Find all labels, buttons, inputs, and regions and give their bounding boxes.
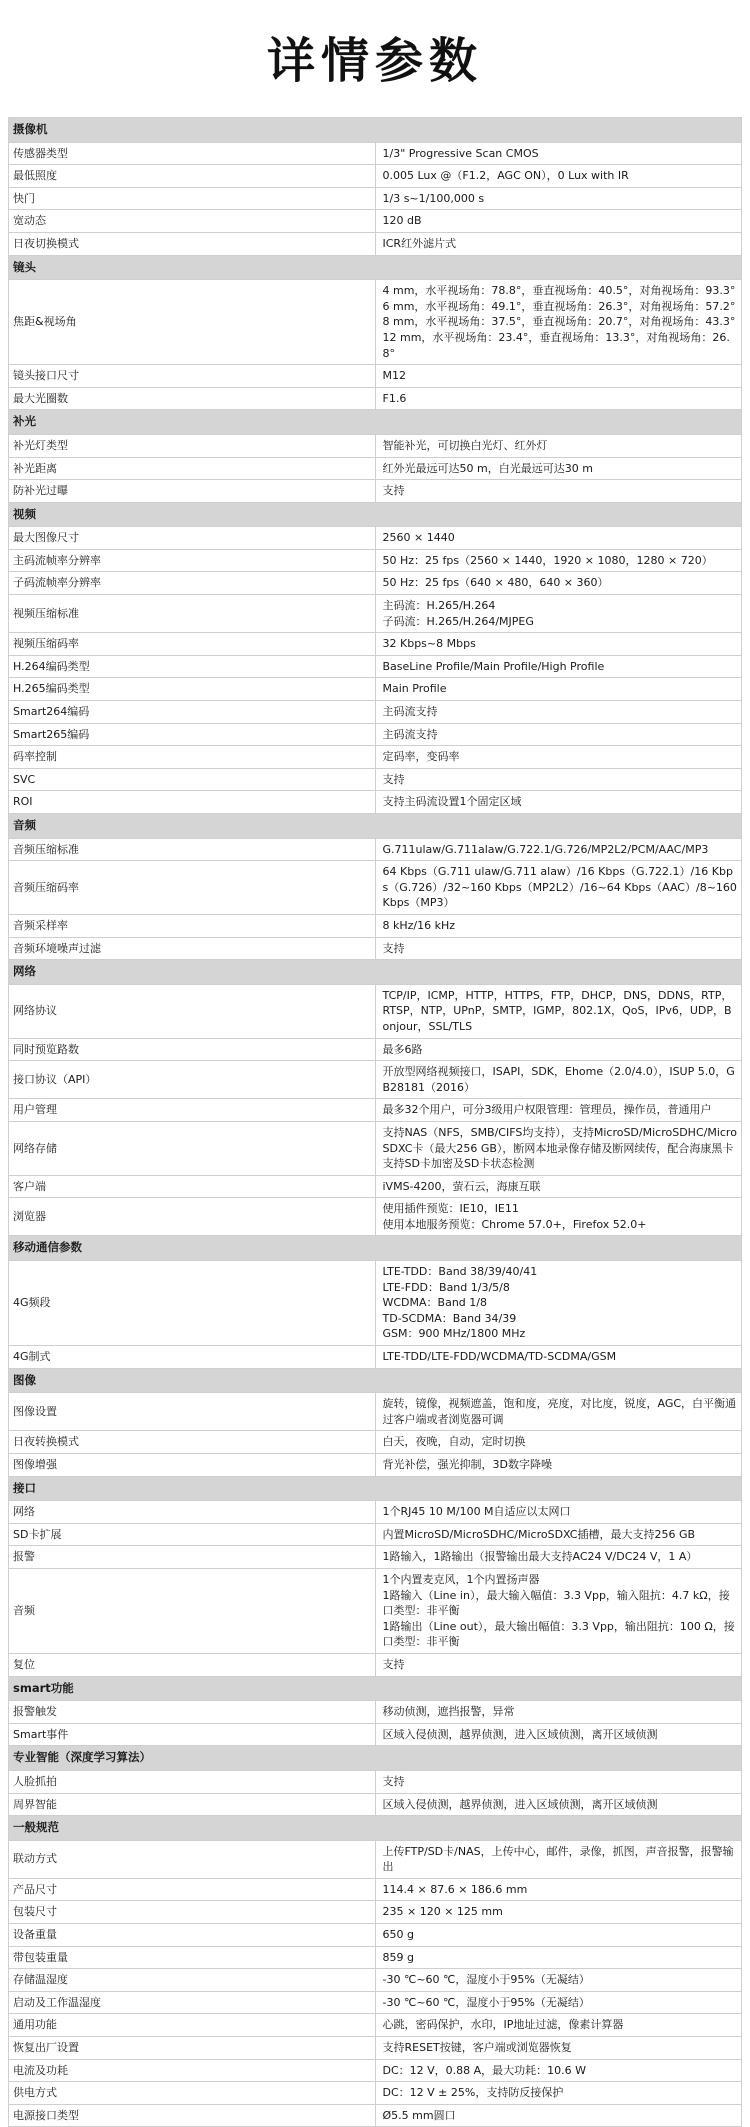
spec-value-line: 区域入侵侦测，越界侦测，进入区域侦测，离开区域侦测 xyxy=(382,1727,658,1741)
spec-value xyxy=(375,1901,742,1924)
spec-value xyxy=(375,914,742,937)
spec-value xyxy=(375,1061,742,1099)
spec-label: 日夜转换模式 xyxy=(9,1431,376,1454)
spec-sheet xyxy=(8,117,742,2127)
spec-row xyxy=(9,527,742,550)
spec-value xyxy=(375,1924,742,1947)
spec-value xyxy=(375,165,742,188)
spec-value xyxy=(375,937,742,960)
spec-label: 图像增强 xyxy=(9,1454,376,1477)
spec-row xyxy=(9,633,742,656)
spec-value-line: 主码流：H.265/H.264 xyxy=(382,599,496,613)
spec-row xyxy=(9,1924,742,1947)
spec-value-line: M12 xyxy=(382,369,406,383)
spec-label: 最大图像尺寸 xyxy=(9,527,376,550)
spec-value-line: 主码流支持 xyxy=(382,705,438,719)
spec-value-line: 移动侦测，遮挡报警，异常 xyxy=(382,1705,515,1719)
spec-value xyxy=(375,678,742,701)
spec-value xyxy=(375,1501,742,1524)
spec-label: 人脸抓拍 xyxy=(9,1770,376,1793)
spec-label: 视频压缩标准 xyxy=(9,595,376,633)
spec-value-line: LTE-TDD：Band 38/39/40/41 xyxy=(382,1265,538,1279)
spec-value xyxy=(375,527,742,550)
spec-value xyxy=(375,187,742,210)
spec-row xyxy=(9,1346,742,1369)
spec-label: 最大光圈数 xyxy=(9,387,376,410)
spec-row xyxy=(9,1946,742,1969)
spec-label: 补光灯类型 xyxy=(9,434,376,457)
spec-label: 存储温湿度 xyxy=(9,1969,376,1992)
spec-value-line: 50 Hz：25 fps（2560 × 1440，1920 × 1080，1280 × 720） xyxy=(382,553,713,567)
section-header xyxy=(9,410,742,435)
spec-value-line: 支持 xyxy=(382,941,405,955)
spec-value-line: 8 mm，水平视场角：37.5°，垂直视场角：20.7°，对角视场角：43.3° xyxy=(382,315,736,329)
spec-label: 音频 xyxy=(9,1568,376,1653)
spec-label: 日夜切换模式 xyxy=(9,232,376,255)
section-title: 专业智能（深度学习算法） xyxy=(9,1746,742,1771)
spec-row xyxy=(9,1770,742,1793)
spec-label: Smart265编码 xyxy=(9,723,376,746)
spec-value-line: 最多6路 xyxy=(382,1042,423,1056)
spec-value-line: 1路输入，1路输出（报警输出最大支持AC24 V/DC24 V，1 A） xyxy=(382,1550,698,1564)
spec-label: 主码流帧率分辨率 xyxy=(9,549,376,572)
spec-value xyxy=(375,387,742,410)
spec-row xyxy=(9,365,742,388)
section-header xyxy=(9,118,742,143)
spec-value-line: G.711ulaw/G.711alaw/G.722.1/G.726/MP2L2/PCM/AAC/MP3 xyxy=(382,842,709,856)
spec-value-line: iVMS-4200，萤石云，海康互联 xyxy=(382,1179,541,1193)
spec-row xyxy=(9,165,742,188)
spec-value xyxy=(375,1701,742,1724)
spec-row xyxy=(9,768,742,791)
spec-row xyxy=(9,1454,742,1477)
spec-label: 补光距离 xyxy=(9,457,376,480)
spec-value-line: 智能补光，可切换白光灯、红外灯 xyxy=(382,438,548,452)
spec-label: 子码流帧率分辨率 xyxy=(9,572,376,595)
spec-value-line: TD-SCDMA：Band 34/39 xyxy=(382,1311,517,1325)
spec-value xyxy=(375,1793,742,1816)
spec-value-line: 子码流：H.265/H.264/MJPEG xyxy=(382,614,534,628)
spec-value-line: 50 Hz：25 fps（640 × 480，640 × 360） xyxy=(382,576,609,590)
spec-label: 网络存储 xyxy=(9,1121,376,1175)
section-title: 网络 xyxy=(9,960,742,985)
spec-label: 包装尺寸 xyxy=(9,1901,376,1924)
spec-value xyxy=(375,1770,742,1793)
spec-label: 启动及工作温湿度 xyxy=(9,1991,376,2014)
spec-row xyxy=(9,655,742,678)
spec-row xyxy=(9,1121,742,1175)
spec-value-line: 最多32个用户，可分3级用户权限管理：管理员，操作员，普通用户 xyxy=(382,1103,712,1117)
spec-value-line: Ø5.5 mm圆口 xyxy=(382,2108,456,2122)
spec-row xyxy=(9,142,742,165)
spec-value-line: 定码率，变码率 xyxy=(382,750,460,764)
spec-row xyxy=(9,984,742,1038)
spec-label: 防补光过曝 xyxy=(9,480,376,503)
section-title: 补光 xyxy=(9,410,742,435)
spec-value xyxy=(375,1523,742,1546)
spec-value xyxy=(375,2037,742,2060)
spec-value xyxy=(375,2014,742,2037)
spec-label: 带包装重量 xyxy=(9,1946,376,1969)
spec-label: 复位 xyxy=(9,1653,376,1676)
spec-value-line: 使用插件预览：IE10，IE11 xyxy=(382,1202,519,1216)
spec-value-line: DC：12 V ± 25%，支持防反接保护 xyxy=(382,2086,564,2100)
spec-row xyxy=(9,838,742,861)
spec-label: 同时预览路数 xyxy=(9,1038,376,1061)
section-header xyxy=(9,814,742,839)
spec-value xyxy=(375,2104,742,2127)
spec-value-line: LTE-TDD/LTE-FDD/WCDMA/TD-SCDMA/GSM xyxy=(382,1350,617,1364)
spec-row xyxy=(9,701,742,724)
spec-value xyxy=(375,210,742,233)
spec-value-line: WCDMA：Band 1/8 xyxy=(382,1296,487,1310)
spec-value-line: 6 mm，水平视场角：49.1°，垂直视场角：26.3°，对角视场角：57.2° xyxy=(382,299,736,313)
spec-row xyxy=(9,434,742,457)
spec-value-line: 使用本地服务预览：Chrome 57.0+，Firefox 52.0+ xyxy=(382,1217,647,1231)
spec-value-line: F1.6 xyxy=(382,391,407,405)
spec-value-line: 8 kHz/16 kHz xyxy=(382,918,456,932)
spec-value-line: 主码流支持 xyxy=(382,727,438,741)
spec-row xyxy=(9,1793,742,1816)
spec-label: 浏览器 xyxy=(9,1198,376,1236)
spec-row xyxy=(9,595,742,633)
spec-value xyxy=(375,1946,742,1969)
section-title: 音频 xyxy=(9,814,742,839)
spec-value-line: 心跳，密码保护，水印，IP地址过滤，像素计算器 xyxy=(382,2018,624,2032)
spec-value xyxy=(375,572,742,595)
spec-row xyxy=(9,2037,742,2060)
spec-value-line: 支持NAS（NFS，SMB/CIFS均支持），支持MicroSD/MicroSDHC/MicroSDXC卡（最大256 GB），断网本地录像存储及断网续传，配合海康黑卡支持SD卡加密及SD卡状态检测 xyxy=(382,1125,737,1171)
spec-value-line: 64 Kbps（G.711 ulaw/G.711 alaw）/16 Kbps（G.722.1）/16 Kbps（G.726）/32~160 Kbps（MP2L2）/16~64 Kbps（AAC）/8~160 Kbps（MP3） xyxy=(382,865,737,910)
spec-row xyxy=(9,280,742,365)
spec-row xyxy=(9,549,742,572)
spec-row xyxy=(9,1198,742,1236)
spec-value-line: 旋转，镜像，视频遮盖，饱和度，亮度，对比度，锐度，AGC，白平衡通过客户端或者浏览器可调 xyxy=(382,1397,737,1426)
spec-value-line: 白天，夜晚，自动，定时切换 xyxy=(382,1435,526,1449)
spec-row xyxy=(9,1261,742,1346)
spec-row xyxy=(9,678,742,701)
spec-value xyxy=(375,434,742,457)
spec-value xyxy=(375,1175,742,1198)
spec-row xyxy=(9,723,742,746)
spec-label: 通用功能 xyxy=(9,2014,376,2037)
spec-row xyxy=(9,1393,742,1431)
spec-value-line: LTE-FDD：Band 1/3/5/8 xyxy=(382,1280,510,1294)
spec-label: Smart264编码 xyxy=(9,701,376,724)
spec-label: 接口协议（API） xyxy=(9,1061,376,1099)
section-header xyxy=(9,1476,742,1501)
spec-row xyxy=(9,187,742,210)
spec-value-line: 1个RJ45 10 M/100 M自适应以太网口 xyxy=(382,1505,571,1519)
spec-row xyxy=(9,2059,742,2082)
spec-row xyxy=(9,232,742,255)
spec-row xyxy=(9,1175,742,1198)
section-title: smart功能 xyxy=(9,1676,742,1701)
spec-value-line: 114.4 × 87.6 × 186.6 mm xyxy=(382,1882,528,1896)
spec-row xyxy=(9,1568,742,1653)
spec-label: 焦距&视场角 xyxy=(9,280,376,365)
spec-value xyxy=(375,1878,742,1901)
section-header xyxy=(9,1816,742,1841)
spec-value xyxy=(375,232,742,255)
spec-label: 用户管理 xyxy=(9,1099,376,1122)
spec-value xyxy=(375,2059,742,2082)
spec-value-line: 支持 xyxy=(382,1774,405,1788)
spec-value xyxy=(375,142,742,165)
spec-value-line: 支持主码流设置1个固定区域 xyxy=(382,795,522,809)
spec-value-line: 背光补偿，强光抑制，3D数字降噪 xyxy=(382,1458,552,1471)
section-header xyxy=(9,1236,742,1261)
spec-row xyxy=(9,572,742,595)
spec-label: 电源接口类型 xyxy=(9,2104,376,2127)
spec-label: 设备重量 xyxy=(9,1924,376,1947)
spec-table xyxy=(8,117,742,2127)
spec-value xyxy=(375,365,742,388)
spec-value xyxy=(375,1261,742,1346)
spec-value xyxy=(375,1038,742,1061)
spec-label: 镜头接口尺寸 xyxy=(9,365,376,388)
spec-row xyxy=(9,1501,742,1524)
spec-row xyxy=(9,1546,742,1569)
spec-label: SD卡扩展 xyxy=(9,1523,376,1546)
section-title: 移动通信参数 xyxy=(9,1236,742,1261)
spec-value xyxy=(375,1568,742,1653)
spec-row xyxy=(9,1099,742,1122)
spec-value-line: BaseLine Profile/Main Profile/High Profile xyxy=(382,659,605,673)
spec-value xyxy=(375,1723,742,1746)
spec-label: 音频压缩码率 xyxy=(9,861,376,915)
spec-value xyxy=(375,480,742,503)
spec-value-line: DC：12 V，0.88 A，最大功耗：10.6 W xyxy=(382,2063,587,2077)
spec-value xyxy=(375,1393,742,1431)
spec-value xyxy=(375,2082,742,2105)
spec-value-line: 区域入侵侦测，越界侦测，进入区域侦测，离开区域侦测 xyxy=(382,1797,658,1811)
spec-value-line: ICR红外滤片式 xyxy=(382,236,457,250)
spec-value xyxy=(375,595,742,633)
spec-value xyxy=(375,838,742,861)
spec-row xyxy=(9,210,742,233)
spec-value-line: 1个内置麦克风，1个内置扬声器 xyxy=(382,1572,540,1586)
spec-label: 报警 xyxy=(9,1546,376,1569)
spec-label: 4G制式 xyxy=(9,1346,376,1369)
spec-value xyxy=(375,633,742,656)
spec-value xyxy=(375,1431,742,1454)
spec-row xyxy=(9,1061,742,1099)
spec-value-line: -30 ℃~60 ℃，湿度小于95%（无凝结） xyxy=(382,1973,590,1987)
spec-value-line: -30 ℃~60 ℃，湿度小于95%（无凝结） xyxy=(382,1995,590,2009)
spec-value-line: 1/3" Progressive Scan CMOS xyxy=(382,146,539,160)
section-title: 摄像机 xyxy=(9,118,742,143)
spec-value xyxy=(375,457,742,480)
spec-row xyxy=(9,1840,742,1878)
spec-value-line: 内置MicroSD/MicroSDHC/MicroSDXC插槽，最大支持256 GB xyxy=(382,1527,696,1541)
section-header xyxy=(9,1676,742,1701)
spec-row xyxy=(9,2082,742,2105)
spec-label: 4G频段 xyxy=(9,1261,376,1346)
spec-row xyxy=(9,1523,742,1546)
section-title: 一般规范 xyxy=(9,1816,742,1841)
spec-label: 传感器类型 xyxy=(9,142,376,165)
spec-value xyxy=(375,655,742,678)
spec-label: 音频采样率 xyxy=(9,914,376,937)
spec-value xyxy=(375,1653,742,1676)
spec-row xyxy=(9,1701,742,1724)
section-header xyxy=(9,960,742,985)
spec-label: 图像设置 xyxy=(9,1393,376,1431)
spec-label: ROI xyxy=(9,791,376,814)
spec-label: 周界智能 xyxy=(9,1793,376,1816)
spec-value xyxy=(375,1546,742,1569)
section-header xyxy=(9,1368,742,1393)
spec-value-line: 支持 xyxy=(382,1657,405,1671)
section-header xyxy=(9,255,742,280)
spec-label: 快门 xyxy=(9,187,376,210)
section-title: 图像 xyxy=(9,1368,742,1393)
spec-label: 音频压缩标准 xyxy=(9,838,376,861)
spec-label: 码率控制 xyxy=(9,746,376,769)
spec-value-line: 0.005 Lux @（F1.2，AGC ON），0 Lux with IR xyxy=(382,169,629,183)
spec-label: 产品尺寸 xyxy=(9,1878,376,1901)
spec-value-line: 支持 xyxy=(382,772,405,786)
spec-row xyxy=(9,937,742,960)
spec-value-line: 1路输入（Line in），最大输入幅值：3.3 Vpp，输入阻抗：4.7 kΩ，接口类型：非平衡 xyxy=(382,1588,730,1618)
page-title: 详情参数 xyxy=(266,32,483,89)
spec-label: Smart事件 xyxy=(9,1723,376,1746)
spec-value-line: 859 g xyxy=(382,1950,414,1964)
spec-value xyxy=(375,701,742,724)
spec-row xyxy=(9,1723,742,1746)
spec-value xyxy=(375,1198,742,1236)
spec-row xyxy=(9,1991,742,2014)
spec-value-line: TCP/IP，ICMP，HTTP，HTTPS，FTP，DHCP，DNS，DDNS，RTP，RTSP，NTP，UPnP，SMTP，IGMP，802.1X，QoS，IPv6，UDP，Bonjour，SSL/TLS xyxy=(382,988,733,1033)
spec-label: 视频压缩码率 xyxy=(9,633,376,656)
spec-row xyxy=(9,1878,742,1901)
spec-value-line: 支持RESET按键，客户端或浏览器恢复 xyxy=(382,2041,572,2055)
spec-label: 最低照度 xyxy=(9,165,376,188)
spec-value-line: 支持 xyxy=(382,484,405,498)
spec-row xyxy=(9,1653,742,1676)
spec-row xyxy=(9,2104,742,2127)
spec-label: H.264编码类型 xyxy=(9,655,376,678)
spec-value xyxy=(375,549,742,572)
spec-value-line: Main Profile xyxy=(382,682,447,696)
spec-label: 音频环境噪声过滤 xyxy=(9,937,376,960)
spec-label: 客户端 xyxy=(9,1175,376,1198)
spec-value xyxy=(375,280,742,365)
spec-value-line: GSM：900 MHz/1800 MHz xyxy=(382,1327,526,1341)
spec-value-line: 2560 × 1440 xyxy=(382,531,455,545)
spec-value xyxy=(375,723,742,746)
spec-row xyxy=(9,861,742,915)
spec-row xyxy=(9,914,742,937)
spec-row xyxy=(9,1038,742,1061)
spec-value-line: 32 Kbps~8 Mbps xyxy=(382,637,476,651)
spec-row xyxy=(9,387,742,410)
section-title: 视频 xyxy=(9,502,742,527)
spec-value-line: 开放型网络视频接口，ISAPI，SDK，Ehome（2.0/4.0），ISUP 5.0，GB28181（2016） xyxy=(382,1065,735,1094)
spec-row xyxy=(9,457,742,480)
spec-row xyxy=(9,1969,742,1992)
spec-label: 电流及功耗 xyxy=(9,2059,376,2082)
spec-value-line: 120 dB xyxy=(382,214,422,228)
spec-value xyxy=(375,1346,742,1369)
spec-value xyxy=(375,1969,742,1992)
spec-value-line: 12 mm，水平视场角：23.4°，垂直视场角：13.3°，对角视场角：26.8° xyxy=(382,330,730,360)
spec-label: H.265编码类型 xyxy=(9,678,376,701)
spec-value-line: 1路输出（Line out），最大输出幅值：3.3 Vpp，输出阻抗：100 Ω，接口类型：非平衡 xyxy=(382,1619,735,1649)
spec-row xyxy=(9,1901,742,1924)
spec-value xyxy=(375,861,742,915)
spec-row xyxy=(9,791,742,814)
spec-value xyxy=(375,1454,742,1477)
spec-label: 宽动态 xyxy=(9,210,376,233)
spec-label: 供电方式 xyxy=(9,2082,376,2105)
spec-value-line: 红外光最远可达50 m，白光最远可达30 m xyxy=(382,461,593,475)
spec-value-line: 650 g xyxy=(382,1928,414,1942)
section-header xyxy=(9,1746,742,1771)
spec-value-line: 上传FTP/SD卡/NAS，上传中心，邮件，录像，抓图，声音报警，报警输出 xyxy=(382,1844,734,1874)
section-title: 镜头 xyxy=(9,255,742,280)
spec-label: 报警触发 xyxy=(9,1701,376,1724)
spec-row xyxy=(9,2014,742,2037)
spec-value xyxy=(375,746,742,769)
spec-value-line: 4 mm，水平视场角：78.8°，垂直视场角：40.5°，对角视场角：93.3° xyxy=(382,284,736,298)
spec-value-line: 1/3 s~1/100,000 s xyxy=(382,191,485,205)
section-title: 接口 xyxy=(9,1476,742,1501)
spec-value xyxy=(375,1991,742,2014)
section-header xyxy=(9,502,742,527)
spec-value xyxy=(375,791,742,814)
spec-row xyxy=(9,746,742,769)
spec-label: SVC xyxy=(9,768,376,791)
spec-value-line: 235 × 120 × 125 mm xyxy=(382,1905,503,1919)
spec-label: 联动方式 xyxy=(9,1840,376,1878)
spec-value xyxy=(375,1840,742,1878)
spec-value xyxy=(375,1099,742,1122)
spec-label: 恢复出厂设置 xyxy=(9,2037,376,2060)
spec-label: 网络协议 xyxy=(9,984,376,1038)
spec-value xyxy=(375,768,742,791)
spec-row xyxy=(9,1431,742,1454)
spec-value xyxy=(375,1121,742,1175)
spec-row xyxy=(9,480,742,503)
spec-label: 网络 xyxy=(9,1501,376,1524)
spec-value xyxy=(375,984,742,1038)
